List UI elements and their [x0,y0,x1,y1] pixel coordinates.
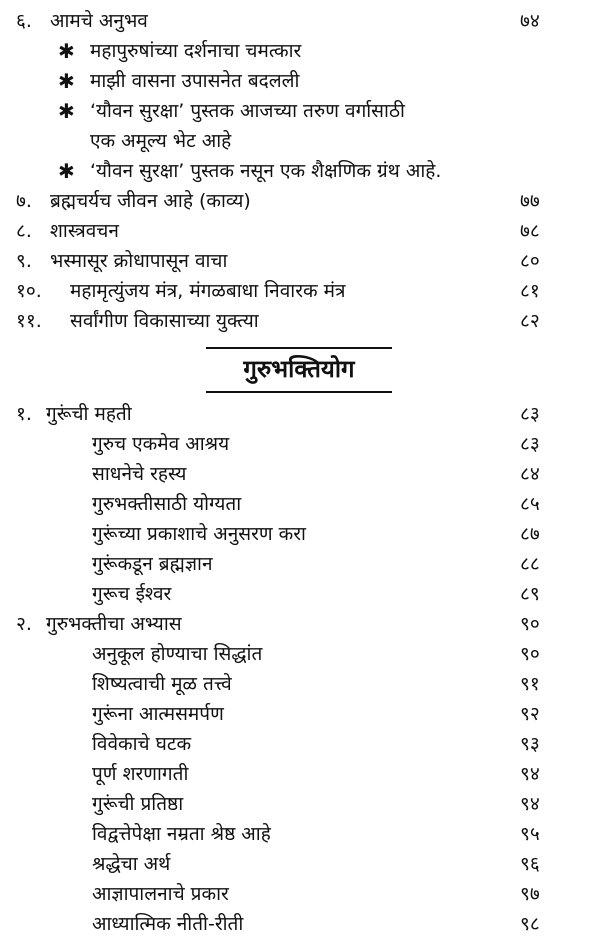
entry-number: १०. [16,280,42,302]
subentry-title: विद्वत्तेपेक्षा नम्रता श्रेष्ठ आहे [92,823,271,845]
toc-subentry[interactable] [0,579,600,609]
subentry-page: ८७ [520,523,540,545]
toc-entry[interactable] [0,246,600,276]
toc-entry[interactable] [0,609,600,639]
subentry-page: ९८ [520,913,540,935]
toc-subentry[interactable] [0,549,600,579]
entry-title: शास्त्रवचन [50,220,119,242]
toc-subentry[interactable] [0,729,600,759]
toc-subentry[interactable] [0,519,600,549]
entry-page: ९० [520,613,540,635]
entry-page: ८१ [520,280,540,302]
entry-title: आमचे अनुभव [50,10,148,32]
subentry-title: ‘यौवन सुरक्षा’ पुस्तक आजच्या तरुण वर्गासाठी [90,100,405,122]
subentry-page: ८४ [520,463,540,485]
subentry-page: ९२ [520,703,540,725]
toc-subentry[interactable] [0,489,600,519]
subentry-title: पूर्ण शरणागती [92,763,189,785]
toc-entry[interactable] [0,186,600,216]
subentry-title: आध्यात्मिक नीती-रीती [92,913,244,935]
toc-subentry[interactable] [0,156,600,186]
subentry-title: गुरूंकडून ब्रह्मज्ञान [92,553,213,575]
toc-subentry[interactable] [0,429,600,459]
subentry-title: गुरूंना आत्मसमर्पण [92,703,224,725]
subentry-title: गुरूंची प्रतिष्ठा [92,793,184,815]
toc-subentry[interactable] [0,849,600,879]
toc-subentry[interactable] [0,759,600,789]
subentry-title-continued: एक अमूल्य भेट आहे [90,130,232,152]
entry-number: १. [16,403,32,425]
section-heading: गुरुभक्तियोग [206,347,392,393]
subentry-page: ८९ [520,583,540,605]
subentry-title: महापुरुषांच्या दर्शनाचा चमत्कार [90,40,302,62]
subentry-title: अनुकूल होण्याचा सिद्धांत [92,643,263,665]
subentry-title: गुरूंच्या प्रकाशाचे अनुसरण करा [92,523,306,545]
subentry-page: ९५ [520,823,540,845]
star-bullet-icon: ✱ [58,69,75,93]
subentry-title: गुरुभक्तीसाठी योग्यता [92,493,242,515]
subentry-title: साधनेचे रहस्य [92,463,187,485]
subentry-title: ‘यौवन सुरक्षा’ पुस्तक नसून एक शैक्षणिक ग्रंथ आहे. [90,160,442,182]
entry-number: ८. [16,220,32,242]
entry-page: ८२ [520,310,540,332]
subentry-page: ९१ [520,673,540,695]
entry-title: सर्वांगीण विकासाच्या युक्त्या [70,310,259,332]
entry-title: महामृत्युंजय मंत्र, मंगळबाधा निवारक मंत्र [70,280,346,302]
entry-number: ११. [16,310,42,332]
toc-subentry[interactable] [0,96,600,126]
subentry-page: ८३ [520,433,540,455]
toc-entry[interactable] [0,399,600,429]
entry-title: गुरूंची महती [46,403,132,425]
entry-number: ७. [16,190,32,212]
subentry-page: ९६ [520,853,540,875]
toc-subentry[interactable] [0,459,600,489]
entry-page: ७७ [520,190,540,212]
entry-page: ८० [520,250,540,272]
toc-entry[interactable] [0,6,600,36]
toc-subentry[interactable] [0,789,600,819]
toc-subentry[interactable] [0,699,600,729]
toc-entry[interactable] [0,216,600,246]
subentry-page: ९० [520,643,540,665]
star-bullet-icon: ✱ [58,99,75,123]
toc-subentry[interactable] [0,669,600,699]
subentry-page: ९३ [520,733,540,755]
subentry-page: ९७ [520,883,540,905]
subentry-page: ८५ [520,493,540,515]
subentry-title: आज्ञापालनाचे प्रकार [92,883,229,905]
toc-subentry[interactable] [0,639,600,669]
subentry-title: गुरूच ईश्वर [92,583,172,605]
toc-subentry[interactable] [0,66,600,96]
toc-entry[interactable] [0,276,600,306]
entry-page: ७४ [520,10,540,32]
entry-title: ब्रह्मचर्यच जीवन आहे (काव्य) [50,190,251,212]
toc-subentry[interactable] [0,879,600,909]
subentry-title: शिष्यत्वाची मूळ तत्त्वे [92,673,232,695]
entry-page: ८३ [520,403,540,425]
entry-title: गुरुभक्तीचा अभ्यास [46,613,182,635]
subentry-page: ८८ [520,553,540,575]
star-bullet-icon: ✱ [58,39,75,63]
subentry-title: माझी वासना उपासनेत बदलली [90,70,300,92]
toc-subentry-continuation [0,126,600,156]
star-bullet-icon: ✱ [58,159,75,183]
toc-subentry[interactable] [0,36,600,66]
entry-title: भस्मासूर क्रोधापासून वाचा [50,250,228,272]
entry-number: ९. [16,250,32,272]
toc-subentry[interactable] [0,819,600,849]
subentry-title: विवेकाचे घटक [92,733,192,755]
entry-number: २. [16,613,32,635]
subentry-page: ९४ [520,763,540,785]
subentry-page: ९४ [520,793,540,815]
toc-subentry[interactable] [0,909,600,939]
subentry-title: श्रद्धेचा अर्थ [92,853,171,875]
subentry-title: गुरुच एकमेव आश्रय [92,433,230,455]
toc-entry[interactable] [0,306,600,336]
entry-number: ६. [16,10,32,32]
entry-page: ७८ [520,220,540,242]
